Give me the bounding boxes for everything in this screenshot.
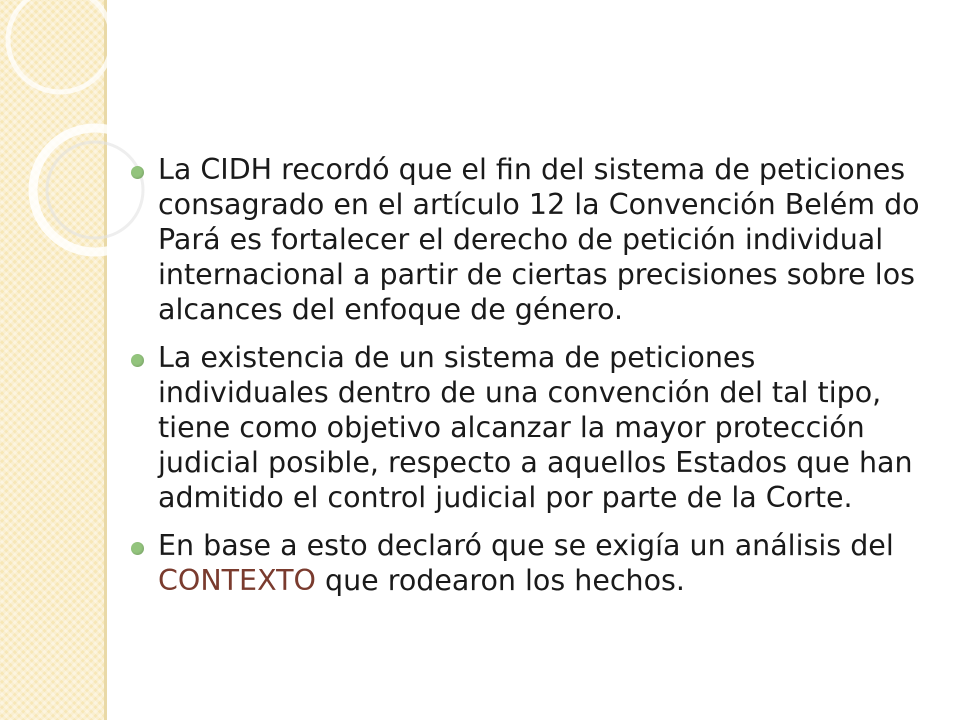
bullet-dot-icon <box>131 166 144 179</box>
bullet-text-after: que rodearon los hechos. <box>315 564 685 597</box>
bullet-text-before: En base a esto declaró que se exigía un análisis del <box>158 529 894 562</box>
bullet-list <box>130 152 930 598</box>
slide-content <box>130 152 930 611</box>
bullet-text: La existencia de un sistema de peticiones individuales dentro de una convención del tal tipo, tiene como objetivo alcanzar la mayor protección judicial posible, respecto a aquellos Estados que han admitido el control judicial por parte de la Corte. <box>158 341 913 514</box>
bullet-item <box>130 528 930 598</box>
bullet-dot-icon <box>131 354 144 367</box>
bullet-item <box>130 340 930 515</box>
bullet-item <box>130 152 930 327</box>
bullet-text: La CIDH recordó que el fin del sistema de peticiones consagrado en el artículo 12 la Convención Belém do Pará es fortalecer el derecho de petición individual internacional a partir de ciertas precisiones sobre los alcances del enfoque de género. <box>158 153 920 326</box>
decorative-ring-inner <box>47 142 143 238</box>
decorative-ring-top <box>8 0 112 92</box>
highlighted-word: CONTEXTO <box>158 564 316 597</box>
bullet-dot-icon <box>131 542 144 555</box>
